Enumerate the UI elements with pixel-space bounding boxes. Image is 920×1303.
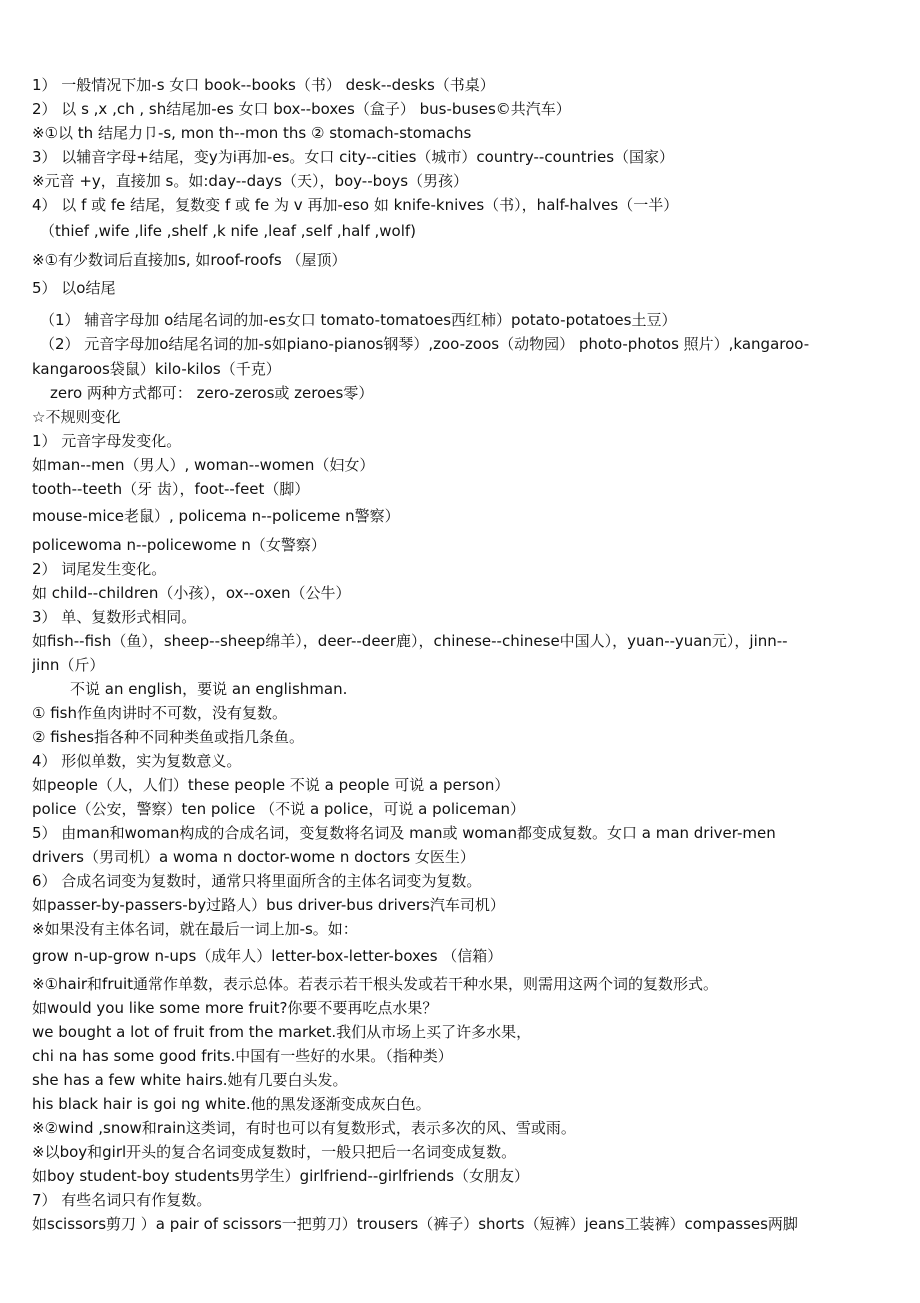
text-line: 如 child--children（小孩），ox--oxen（公牛） — [32, 584, 351, 602]
text-line: 如passer-by-passers-by过路人）bus driver-bus drivers汽车司机） — [32, 896, 505, 914]
text-line: ※①hair和fruit通常作单数，表示总体。若表示若干根头发或若干种水果，则需用这两个词的复数形式。 — [32, 975, 719, 993]
text-line: 7） 有些名词只有作复数。 — [32, 1191, 212, 1209]
text-line: 1） 一般情况下加-s 女口 book--books（书） desk--desks（书桌） — [32, 76, 495, 94]
text-line: 如would you like some more fruit?你要不要再吃点水果？ — [32, 999, 438, 1017]
text-line: 3） 单、复数形式相同。 — [32, 608, 197, 626]
text-line: 2） 以 s ,x ,ch , sh结尾加-es 女口 box--boxes（盒子） bus-buses©共汽车） — [32, 100, 571, 118]
text-line: （2） 元音字母加o结尾名词的加-s如piano-pianos钢琴）,zoo-zoos（动物园） photo-photos 照片）,kangaroo- — [40, 335, 810, 353]
text-line: （thief ,wife ,life ,shelf ,k nife ,leaf ,self ,half ,wolf) — [40, 222, 417, 240]
text-line: ※元音 +y，直接加 s。如:day--days（天），boy--boys（男孩） — [32, 172, 469, 190]
text-line: 如fish--fish（鱼），sheep--sheep绵羊），deer--deer鹿），chinese--chinese中国人），yuan--yuan元），jinn-- — [32, 632, 788, 650]
text-line: ※如果没有主体名词，就在最后一词上加-s。如： — [32, 920, 358, 938]
text-line: ※②wind ,snow和rain这类词，有时也可以有复数形式，表示多次的风、雪或雨。 — [32, 1119, 576, 1137]
text-line: （1） 辅音字母加 o结尾名词的加-es女口 tomato-tomatoes西红柿）potato-potatoes土豆） — [40, 311, 677, 329]
text-line: 如man--men（男人）, woman--women（妇女） — [32, 456, 375, 474]
text-line: ※①以 th 结尾力卩-s, mon th--mon ths ② stomach-stomachs — [32, 124, 472, 142]
text-line: 1） 元音字母发变化。 — [32, 432, 182, 450]
text-line: ※以boy和girl开头的复合名词变成复数时，一般只把后一名词变成复数。 — [32, 1143, 517, 1161]
text-line: 5） 以o结尾 — [32, 279, 116, 297]
text-line: ※①有少数词后直接加s, 如roof-roofs （屋顶） — [32, 251, 347, 269]
text-line: grow n-up-grow n-ups（成年人）letter-box-letter-boxes （信箱） — [32, 947, 503, 965]
text-line: we bought a lot of fruit from the market.我们从市场上买了许多水果， — [32, 1023, 532, 1041]
text-line: 3） 以辅音字母+结尾，变y为i再加-es。女口 city--cities（城市）country--countries（国家） — [32, 148, 675, 166]
text-line: 2） 词尾发生变化。 — [32, 560, 167, 578]
text-line: his black hair is goi ng white.他的黑发逐渐变成灰白色。 — [32, 1095, 431, 1113]
text-line: 6） 合成名词变为复数时，通常只将里面所含的主体名词变为复数。 — [32, 872, 482, 890]
text-line: 如scissors剪刀 ）a pair of scissors一把剪刀）trousers（裤子）shorts（短裤）jeans工装裤）compasses两脚 — [32, 1215, 798, 1233]
text-line: ② fishes指各种不同种类鱼或指几条鱼。 — [32, 728, 305, 746]
text-line: tooth--teeth（牙 齿），foot--feet（脚） — [32, 480, 310, 498]
text-line: policewoma n--policewome n（女警察） — [32, 536, 326, 554]
text-line: 5） 由man和woman构成的合成名词，变复数将名词及 man或 woman都变成复数。女口 a man driver-men — [32, 824, 776, 842]
text-line: chi na has some good frits.中国有一些好的水果。（指种类） — [32, 1047, 453, 1065]
text-line: she has a few white hairs.她有几要白头发。 — [32, 1071, 348, 1089]
text-line: 不说 an english，要说 an englishman. — [70, 680, 348, 698]
text-line: 如boy student-boy students男学生）girlfriend--girlfriends（女朋友） — [32, 1167, 530, 1185]
text-line: drivers（男司机）a woma n doctor-wome n doctors 女医生） — [32, 848, 475, 866]
text-line: jinn（斤） — [32, 656, 105, 674]
text-line: 如people（人，人们）these people 不说 a people 可说 a person） — [32, 776, 510, 794]
text-line: police（公安，警察）ten police （不说 a police，可说 a policeman） — [32, 800, 525, 818]
text-line: zero 两种方式都可： zero-zeros或 zeroes零） — [50, 384, 374, 402]
text-line: kangaroos袋鼠）kilo-kilos（千克） — [32, 360, 281, 378]
text-line: 4） 以 f 或 fe 结尾，复数变 f 或 fe 为 v 再加-eso 如 knife-knives（书），half-halves（一半） — [32, 196, 679, 214]
text-line: ① fish作鱼肉讲时不可数，没有复数。 — [32, 704, 287, 722]
text-line: ☆不规则变化 — [32, 408, 121, 426]
text-line: 4） 形似单数，实为复数意义。 — [32, 752, 242, 770]
text-line: mouse-mice老鼠）, policema n--policeme n警察） — [32, 507, 400, 525]
